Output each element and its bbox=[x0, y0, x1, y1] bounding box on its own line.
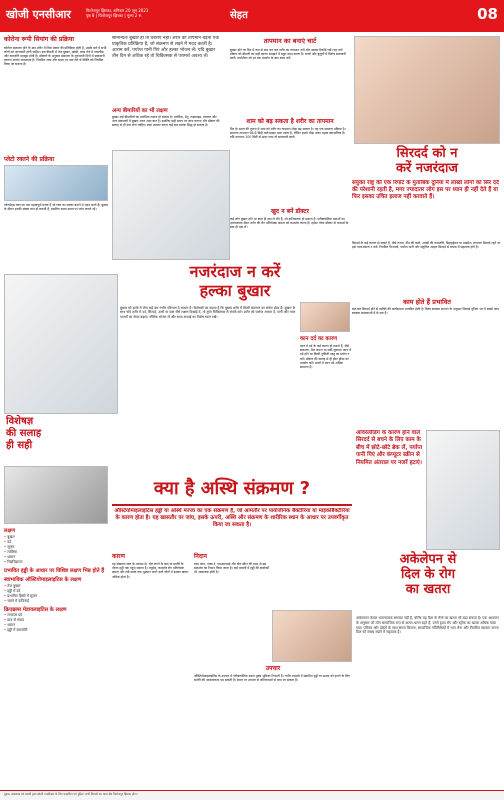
list-item: • प्रभावित हिस्से में सूजन bbox=[4, 594, 108, 599]
list-item: • थकान bbox=[4, 555, 108, 560]
list-item: • चिड़चिड़ापन bbox=[4, 560, 108, 565]
page-number: 08 bbox=[477, 5, 498, 23]
article-heading: कान दर्द का कारण bbox=[300, 336, 338, 342]
list-item: • लालिमा bbox=[4, 550, 108, 555]
list-item: • हड्डी में कमजोरी bbox=[4, 628, 108, 633]
heart-quote-box: ओवरलोडिंग के कारण होने वाले सिरदर्द से बचने के लिए काम के बीच में छोटे-छोटे ब्रेक लें, पर्याप्त पानी पिएं और कंप्यूटर स्क्रीन से नियमित अंतराल पर नजरें हटाएं। bbox=[356, 430, 423, 466]
article-subhead: प्लेटो रक्तने की प्रक्रिया bbox=[4, 155, 55, 163]
doctor-photo bbox=[4, 274, 118, 414]
list-item: • लगातार दर्द bbox=[4, 613, 108, 618]
xray-photo bbox=[4, 466, 108, 524]
article-body: सामान्यतः बुखार हो तो घबराएं नहीं। शरीर का तापमान बढ़ना एक प्राकृतिक प्रतिक्रिया है, जो संक्रमण से लड़ने में मदद करती है। आराम करें, पर्याप्त पानी पिएं और हल्का भोजन लें। यदि बुखार तीन दिन से अधिक रहे तो चिकित्सक से परामर्श अवश्य लें। bbox=[112, 36, 219, 59]
expert-advice-box: विशेषज्ञ की सलाह ही सही bbox=[6, 416, 42, 451]
list-item: • घाव से मवाद bbox=[4, 618, 108, 623]
symptoms-list bbox=[4, 535, 108, 565]
heart-article-body: अकेलापन केवल भावनात्मक समस्या नहीं है, बल्कि यह दिल के रोगों का खतरा भी बढ़ा सकता है। एक अध्ययन के अनुसार जो लोग सामाजिक रूप से अलग-थलग रहते हैं, उनमें हृदय रोग और स्ट्रोक का खतरा अधिक पाया गया। परिवार और दोस्तों के साथ समय बिताना, सामाजिक गतिविधियों में भाग लेना और नियमित व्यायाम करना दिल को स्वस्थ रखने में सहायक है। bbox=[356, 616, 499, 635]
article-heading: अन्य बीमारियों का भी लक्षण bbox=[112, 108, 168, 114]
article-body: कोरोना संक्रमण होने के बाद शरीर में जिस प्रकार की प्रतिक्रिया होती है, उसके बारे में सभी लोगों को जानकारी होनी चाहिए। इस बीमारी में तेज बुखार, खांसी, सांस लेने में तकलीफ और कमजोरी महसूस होती है। डॉक्टरों के अनुसार संक्रमण के शुरुआती दिनों में सावधानी बरतना अत्यंत आवश्यक है। नियमित जांच और समय पर दवा लेने से स्थिति को नियंत्रित किया जा सकता है। bbox=[4, 45, 107, 67]
col2-mid-article bbox=[112, 108, 222, 148]
list-item: • हड्डी में दर्द bbox=[4, 589, 108, 594]
bone-photo bbox=[272, 610, 352, 662]
article-body: रक्त जांच, एक्स-रे, एमआरआई और बोन स्कैन की मदद से इस संक्रमण का निदान किया जाता है। कई मामलों में हड्डी की बायोप्सी भी आवश्यक होती है। bbox=[194, 562, 270, 575]
diagnosis-article bbox=[194, 552, 270, 652]
ear-pain-article bbox=[300, 334, 352, 410]
list-item: • तेज बुखार bbox=[4, 584, 108, 589]
arthritis-headline: क्या है अस्थि संक्रमण ? bbox=[153, 478, 311, 499]
article-subhead: काम होते हैं प्रभावित bbox=[403, 298, 451, 306]
brand-logo: खोजी एनसीआर bbox=[6, 8, 71, 21]
footer-imprint: मुद्रक, प्रकाशक एवं स्वामी द्वारा खोजी एनसीआर के लिए प्रकाशित एवं मुद्रित। सभी विवादों का न्याय क्षेत्र फिरोजपुर झिरका होगा। bbox=[0, 790, 504, 800]
article-body-2: प्लेटलेट्स रक्त का एक महत्वपूर्ण घटक हैं जो रक्त का थक्का बनाने में मदद करते हैं। बुखार के दौरान इनकी संख्या कम हो सकती है, इसलिए समय-समय पर जांच कराते रहें। bbox=[4, 203, 108, 212]
article-heading: निदान bbox=[194, 553, 207, 560]
list-item: • दर्द bbox=[4, 540, 108, 545]
list-item: • सूजन bbox=[4, 545, 108, 550]
heart-headline: अकेलेपन से दिल के रोग का खतरा bbox=[399, 552, 457, 597]
list-item: • बुखार bbox=[4, 535, 108, 540]
headache-article bbox=[352, 146, 502, 446]
article-headline: सिरदर्द को न करें नजरंदाज bbox=[396, 146, 458, 176]
divider bbox=[112, 504, 352, 506]
article-heading: उपचार bbox=[265, 665, 281, 672]
article-body: कान में दर्द के कई कारण हो सकते हैं, जैसे संक्रमण, मैल जमना या सर्दी-जुकाम। कान में दर्द होने पर किसी नुकीली वस्तु का प्रयोग न करें। डॉक्टर की सलाह से ही ईयर ड्रॉप्स का उपयोग करें। बच्चों में कान दर्द अधिक सामान्य है। bbox=[300, 344, 352, 370]
main-headline: नजरंदाज न करें हल्का बुखार bbox=[189, 262, 281, 300]
main-article-body: बुखार को हल्के में लेना कई बार गंभीर परिणाम दे सकता है। विशेषज्ञों का कहना है कि बुखार शरीर में किसी संक्रमण का संकेत होता है। बुखार के साथ यदि शरीर में दर्द, सिरदर्द, उल्टी या दस्त जैसे लक्षण दिखाई दें, तो तुरंत चिकित्सक से संपर्क करें। शरीर को पर्याप्त आराम दें, पानी और तरल पदार्थों का सेवन बढ़ाएं। पौष्टिक भोजन लें और साफ-सफाई का विशेष ध्यान रखें। bbox=[120, 306, 296, 319]
headache-photo bbox=[354, 36, 500, 144]
article-heading: कोरोना रूपी सियांग की प्रक्रिया bbox=[4, 36, 74, 43]
article-body: बुखार कई बीमारियों का प्रारंभिक लक्षण हो सकता है। मलेरिया, डेंगू, टाइफाइड, वायरल और अन्य संक्रमणों में बुखार आना आम बात है। इसलिए सही समय पर जांच कराना और डॉक्टर की सलाह से ही दवा लेना चाहिए। स्वयं उपचार करना कई बार घातक सिद्ध हो सकता है। bbox=[112, 114, 220, 127]
patient-photo bbox=[4, 165, 108, 201]
article-body: बुखार होने पर दिन में कम से कम चार बार शरीर का तापमान नापें और उसका रिकॉर्ड रखें। यह चार्ट डॉक्टर को बीमारी का सही कारण समझने में बहुत मदद करता है। बच्चों और बुजुर्गों में विशेष सावधानी बरतें। थर्मामीटर को हर बार उपयोग के बाद साफ करें। bbox=[230, 48, 346, 61]
arthritis-lead: ऑस्टियोमाइलाइटिस हड्डी या अस्थि मज्जा का एक संक्रमण है, जो आमतौर पर पायोजेनिक बैक्टीरिया या माइकोबैक्टीरिया के कारण होता है। यह खासतौर पर जांघ, इसके ऊपरी, अस्थि और संक्रमण के शारीरिक स्थान के आधार पर उपवर्गीकृत किया जा सकता है। bbox=[114, 508, 350, 528]
chronic-list bbox=[4, 613, 108, 633]
list-item: • थकान bbox=[4, 623, 108, 628]
thermometer-photo bbox=[112, 150, 230, 260]
dateline: फिरोजपुर झिरका, शनिवार 20 जून 2021 पृष्ठ 8 | फिरोजपुर झिरका | मूल्य 2 रु. bbox=[86, 8, 149, 18]
article-body-2: कई लोग बुखार होने पर स्वयं ही दवा ले लेते हैं, जो हानिकारक हो सकता है। एंटीबायोटिक दवाओं का अनावश्यक सेवन शरीर की रोग प्रतिरोधक क्षमता को कमजोर करता है। हमेशा योग्य डॉक्टर से परामर्श के बाद ही दवा लें। bbox=[230, 217, 349, 230]
types-list bbox=[4, 584, 108, 604]
cause-article bbox=[112, 552, 190, 788]
article-body: ऑस्टियोमाइलाइटिस के उपचार में एंटीबायोटिक दवाएं मुख्य भूमिका निभाती हैं। गंभीर मामलों में संक्रमित हड्डी या ऊतक को हटाने के लिए सर्जरी की आवश्यकता पड़ सकती है। समय पर उपचार से जटिलताओं से बचा जा सकता है। bbox=[194, 674, 350, 683]
treatment-article bbox=[194, 664, 352, 788]
masthead bbox=[0, 0, 504, 32]
left-top-article bbox=[4, 36, 108, 271]
article-heading: तापमान का बनाएं चार्ट bbox=[263, 37, 317, 45]
symptoms-sidebar: लक्षण • बुखार • दर्द • सूजन • लालिमा • थकान • चिड़चिड़ापन प्रभावित हड्डी के आधार पर विशिष्ट लक्षण भिन्न होते हैं स्वाभाविक ऑस्टियोमाइलाइटिस के लक्षण • तेज बुखार • हड्डी में दर्द • प्रभावित हिस्से में सूजन • चलने में कठिनाई क्रिएब्रल्स मेडायलाइटिस के लक्षण • लगातार दर्द • घाव से मवाद • थकान • हड्डी में कमजोरी bbox=[4, 528, 108, 788]
article-lead: संयुक्त राष्ट्र की एक रिपोर्ट के मुताबिक दुनिया में लाखों लोगों को सिर दर्द की परेशानी रहती है, मगर ज्यादातर लोग इस पर ध्यान ही नहीं देते हैं या फिर इसका उचित इलाज नहीं करवाते हैं। bbox=[352, 180, 499, 201]
article-heading: शाम को बढ़ सकता है शरीर का तापमान bbox=[246, 118, 334, 125]
article-body: यह संक्रमण रक्त के माध्यम से, चोट लगने के बाद या सर्जरी के दौरान हड्डी तक पहुंच सकता है। मधुमेह, कमजोर रोग प्रतिरोधक क्षमता और लंबे समय तक धूम्रपान करने वाले लोगों में इसका खतरा अधिक होता है। bbox=[112, 562, 189, 579]
col2-top-article bbox=[112, 36, 222, 106]
thermometer-article bbox=[230, 36, 350, 116]
ear-pain-photo bbox=[300, 302, 350, 332]
article-body-2: बार-बार सिरदर्द होने से व्यक्ति की कार्यक्षमता प्रभावित होती है। विश्व स्वास्थ्य संगठन के अनुसार सिरदर्द दुनिया भर में सबसे आम स्वास्थ्य समस्याओं में से एक है। bbox=[352, 307, 499, 316]
article-heading: कारण bbox=[112, 553, 125, 560]
article-subhead: खुद न बनें डॉक्टर bbox=[271, 208, 309, 215]
article-body: दिन के समय की तुलना में शाम को शरीर का तापमान थोड़ा बढ़ सकता है। यह एक सामान्य प्रक्रिया है। सामान्य तापमान 98.6 डिग्री फारेनहाइट माना जाता है, लेकिन इसमें थोड़ा उतार-चढ़ाव स्वाभाविक है। यदि तापमान 100 डिग्री से ऊपर जाए तो सावधानी बरतें। bbox=[230, 127, 346, 140]
article-body: सिरदर्द के कई कारण हो सकते हैं, जैसे तनाव, नींद की कमी, आंखों की कमजोरी, डिहाइड्रेशन या माइग्रेन। लगातार सिरदर्द रहने पर इसे नजरअंदाज न करें। नियमित दिनचर्या, पर्याप्त पानी और संतुलित आहार सिरदर्द से बचाव में सहायक होते हैं। bbox=[352, 241, 501, 250]
section-title: सेहत bbox=[230, 10, 248, 21]
heart-photo bbox=[426, 430, 500, 550]
list-item: • चलने में कठिनाई bbox=[4, 599, 108, 604]
